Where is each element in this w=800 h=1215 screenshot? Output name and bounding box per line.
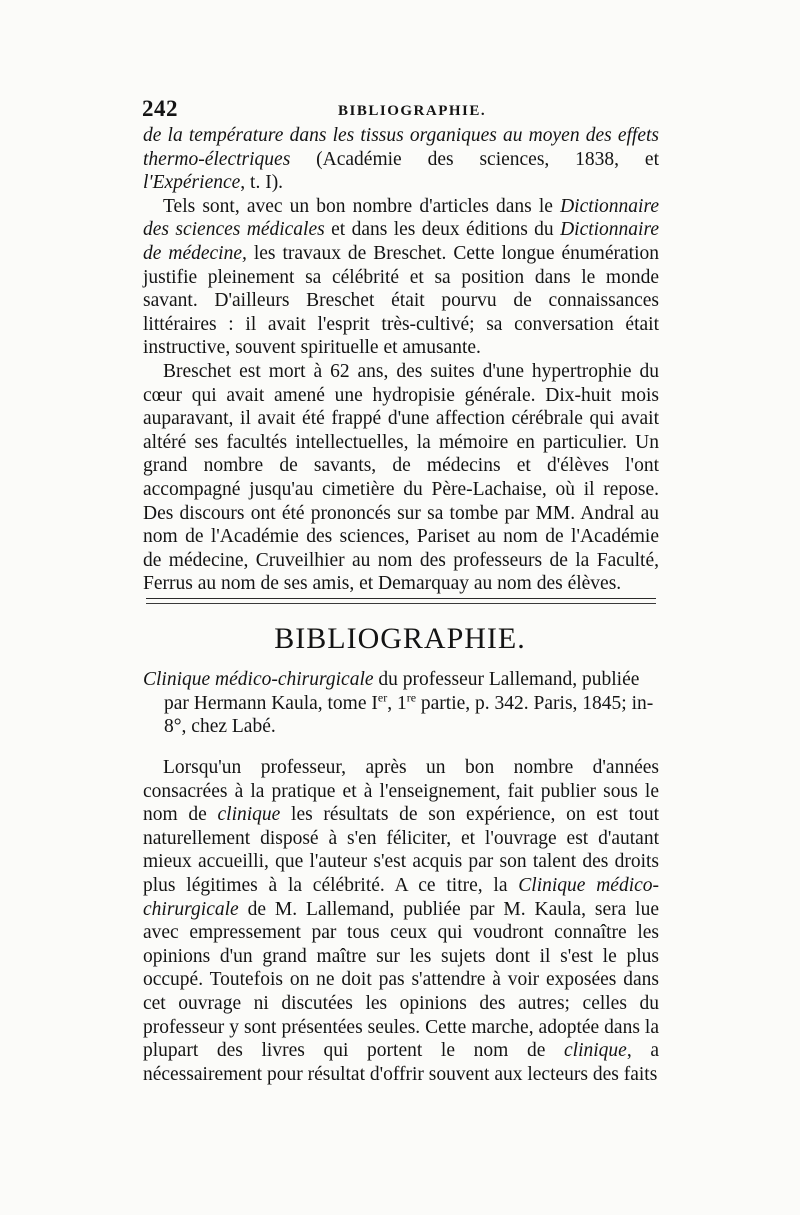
text-run: Lorsqu'un professeur, après un bon nombre d'années consacrées à la pratique et à l'enseignement, fait publier sous le nom de bbox=[143, 757, 659, 826]
bibliographic-reference bbox=[143, 668, 659, 739]
text-run: et dans les deux éditions du bbox=[324, 219, 561, 241]
italic-title: Dictionnaire de médecine, bbox=[143, 219, 659, 264]
page-number: 242 bbox=[142, 96, 178, 121]
reference-entry bbox=[143, 668, 659, 739]
italic-title: Clinique médico-chirurgicale bbox=[143, 874, 660, 920]
italic-title: l'Expérience bbox=[143, 172, 241, 194]
text-run: partie, p. 342. Paris, 1845; in-8°, chez Labé. bbox=[164, 692, 654, 738]
text-run: du professeur Lallemand, publiée par Hermann Kaula, tome I bbox=[164, 669, 640, 714]
text-run: (Académie des sciences, 1838, et bbox=[290, 148, 659, 170]
page-header bbox=[142, 96, 662, 122]
italic-title: Dictionnaire des sciences médicales bbox=[143, 195, 659, 241]
superscript: re bbox=[406, 690, 417, 705]
superscript: er bbox=[377, 690, 388, 705]
paragraph-review bbox=[143, 756, 659, 1086]
text-run: , 1 bbox=[387, 692, 407, 714]
italic-title: Clinique médico-chirurgicale bbox=[143, 669, 374, 690]
text-run: , a nécessairement pour résultat d'offrir souvent aux lecteurs des faits bbox=[143, 1040, 660, 1085]
text-run: Tels sont, avec un bon nombre d'articles dans le bbox=[163, 195, 561, 217]
text-run: les résultats de son expérience, on est tout naturellement disposé à s'en féliciter, et l'ouvrage est d'autant mieux accueilli, que l'auteur s'est acquis par son talent des droits plus légitimes à la célébrité. A ce titre, la bbox=[143, 804, 660, 896]
review-text bbox=[143, 756, 659, 1086]
continuation-text bbox=[143, 124, 659, 596]
paragraph-citation-end bbox=[143, 124, 659, 195]
italic-word: clinique bbox=[564, 1040, 627, 1062]
text-run: les travaux de Breschet. Cette longue énumération justifie pleinement sa célébrité et sa position dans le monde savant. D'ailleurs Breschet était pourvu de connaissances littéraires : il avait l'esprit très-cultivé; sa conversation était instructive, souvent spirituelle et amusante. bbox=[143, 242, 659, 359]
text-run: de M. Lallemand, publiée par M. Kaula, sera lue avec empressement par tous ceux qui voudront connaître les opinions d'un grand maître sur les sujets dont il s'est le plus occupé. Toutefois on ne doit pas s'attendre à voir exposées dans cet ouvrage ni discutées les opinions des autres; celles du professeur y sont présentées seules. Cette marche, adoptée dans la plupart des livres qui portent le nom de bbox=[143, 898, 659, 1062]
section-divider-top bbox=[146, 598, 656, 599]
section-divider-bottom bbox=[146, 603, 656, 604]
section-heading: BIBLIOGRAPHIE. bbox=[274, 622, 526, 655]
text-run: , t. I). bbox=[240, 172, 284, 194]
text-run: Breschet est mort à 62 ans, des suites d'une hypertrophie du cœur qui avait amené une hydropisie générale. Dix-huit mois auparavant, il avait été frappé d'une affection cérébrale qui avait altéré ses facultés intellectuelles, la mémoire en particulier. Un grand nombre de savants, de médecins et d'élèves l'ont accompagné jusqu'au cimetière du Père-Lachaise, où il repose. Des discours ont été prononcés sur sa tombe par MM. Andral au nom de l'Académie des sciences, Pariset au nom de l'Académie de médecine, Cruveilhier au nom des professeurs de la Faculté, Ferrus au nom de ses amis, et Demarquay au nom des élèves. bbox=[143, 360, 659, 595]
paragraph-works bbox=[143, 195, 659, 360]
running-title: BIBLIOGRAPHIE. bbox=[338, 103, 487, 119]
italic-word: clinique bbox=[217, 804, 281, 826]
paragraph-death bbox=[143, 360, 659, 596]
italic-title: de la température dans les tissus organiques au moyen des effets thermo-électriques bbox=[143, 125, 659, 170]
